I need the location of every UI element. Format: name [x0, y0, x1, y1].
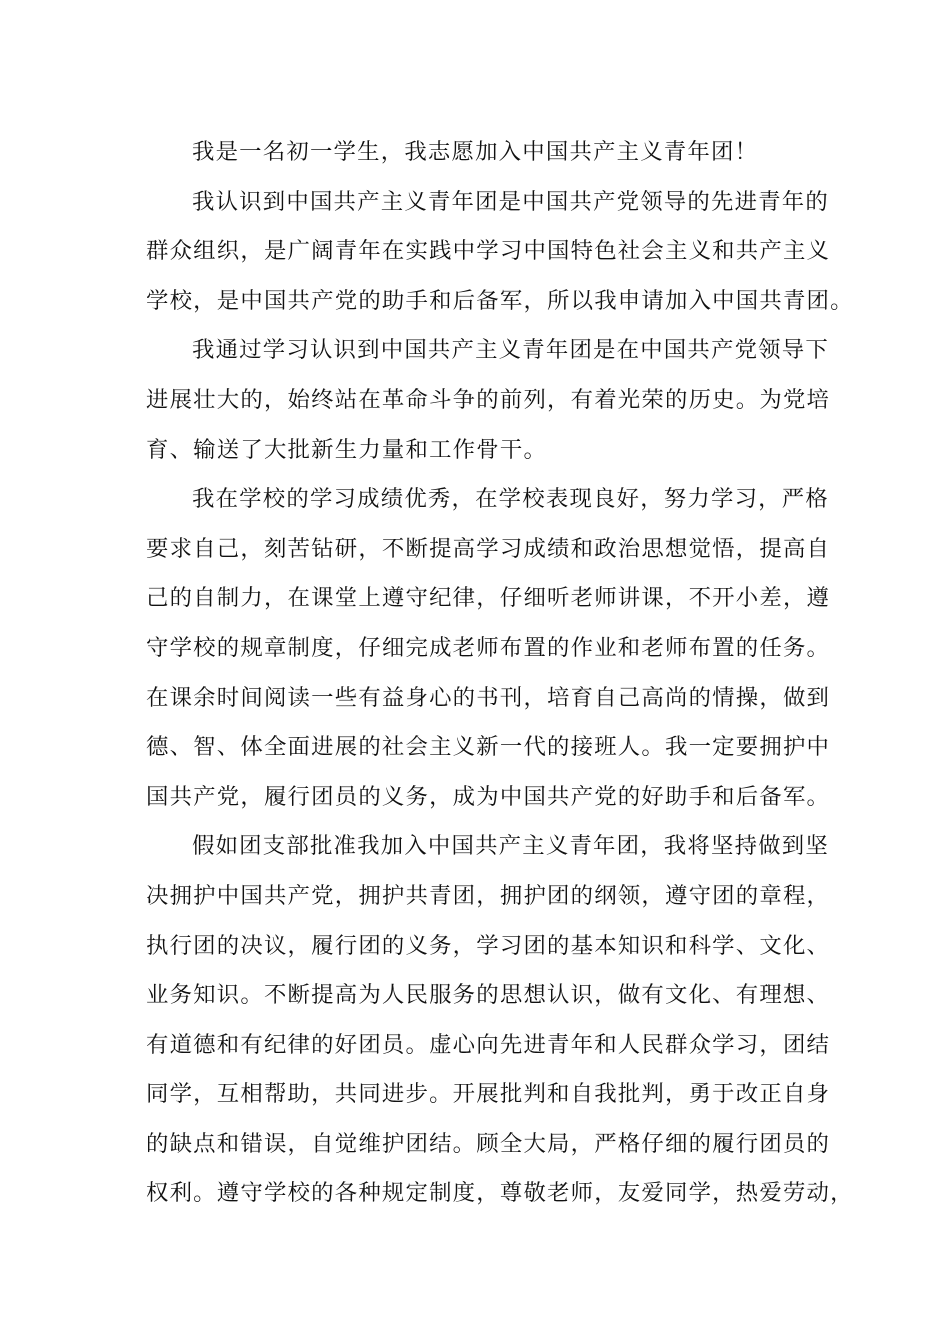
document-line: 育、输送了大批新生力量和工作骨干。: [146, 436, 548, 463]
document-line: 业务知识。不断提高为人民服务的思想认识，做有文化、有理想、: [146, 982, 831, 1009]
document-line: 假如团支部批准我加入中国共产主义青年团，我将坚持做到坚: [192, 833, 829, 860]
document-line: 有道德和有纪律的好团员。虚心向先进青年和人民群众学习，团结: [146, 1031, 831, 1058]
document-line: 我在学校的学习成绩优秀，在学校表现良好，努力学习，严格: [192, 486, 829, 513]
document-line: 执行团的决议，履行团的义务，学习团的基本知识和科学、文化、: [146, 932, 831, 959]
document-line: 我认识到中国共产主义青年团是中国共产党领导的先进青年的: [192, 188, 829, 215]
document-line: 同学，互相帮助，共同进步。开展批判和自我批判，勇于改正自身: [146, 1081, 831, 1108]
document-line: 的缺点和错误，自觉维护团结。顾全大局，严格仔细的履行团员的: [146, 1130, 831, 1157]
document-line: 在课余时间阅读一些有益身心的书刊，培育自己高尚的情操，做到: [146, 684, 831, 711]
document-line: 我通过学习认识到中国共产主义青年团是在中国共产党领导下: [192, 337, 829, 364]
document-line: 德、智、体全面进展的社会主义新一代的接班人。我一定要拥护中: [146, 734, 831, 761]
document-line: 我是一名初一学生，我志愿加入中国共产主义青年团！: [192, 139, 759, 165]
document-line: 群众组织，是广阔青年在实践中学习中国特色社会主义和共产主义: [146, 238, 831, 265]
document-line: 进展壮大的，始终站在革命斗争的前列，有着光荣的历史。为党培: [146, 386, 831, 413]
document-line: 权利。遵守学校的各种规定制度，尊敬老师，友爱同学，热爱劳动，: [146, 1180, 854, 1207]
document-line: 学校，是中国共产党的助手和后备军，所以我申请加入中国共青团。: [146, 287, 854, 314]
document-body: [146, 128, 854, 1219]
document-line: 己的自制力，在课堂上遵守纪律，仔细听老师讲课，不开小差，遵: [146, 585, 831, 612]
document-line: 守学校的规章制度，仔细完成老师布置的作业和老师布置的任务。: [146, 634, 831, 661]
document-line: 国共产党，履行团员的义务，成为中国共产党的好助手和后备军。: [146, 783, 831, 810]
document-line: 要求自己，刻苦钻研，不断提高学习成绩和政治思想觉悟，提高自: [146, 535, 831, 562]
document-line: 决拥护中国共产党，拥护共青团，拥护团的纲领，遵守团的章程，: [146, 882, 831, 909]
